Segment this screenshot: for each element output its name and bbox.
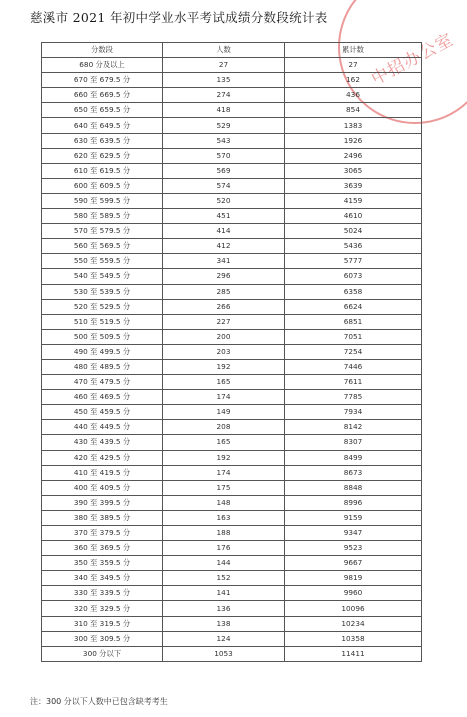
table-row [42,541,422,556]
cell-score-range: 630 至 639.5 分 [42,133,163,148]
cell-score-range: 340 至 349.5 分 [42,571,163,586]
table-row [42,103,422,118]
cell-count: 543 [163,133,285,148]
cell-cumulative: 3065 [285,163,422,178]
table-row [42,254,422,269]
table-row [42,405,422,420]
cell-cumulative: 27 [285,58,422,73]
cell-score-range: 460 至 469.5 分 [42,390,163,405]
cell-score-range: 410 至 419.5 分 [42,465,163,480]
table-row [42,495,422,510]
cell-count: 149 [163,405,285,420]
cell-cumulative: 8848 [285,480,422,495]
table-row [42,556,422,571]
cell-cumulative: 9523 [285,541,422,556]
table-row [42,224,422,239]
cell-count: 165 [163,375,285,390]
cell-cumulative: 5777 [285,254,422,269]
document-title: 慈溪市 2021 年初中学业水平考试成绩分数段统计表 [30,10,328,25]
cell-cumulative: 9819 [285,571,422,586]
cell-cumulative: 5436 [285,239,422,254]
table-row [42,480,422,495]
cell-count: 174 [163,465,285,480]
cell-cumulative: 4610 [285,209,422,224]
cell-count: 175 [163,480,285,495]
cell-score-range: 550 至 559.5 分 [42,254,163,269]
cell-cumulative: 8673 [285,465,422,480]
cell-score-range: 450 至 459.5 分 [42,405,163,420]
table-header-row [42,43,422,58]
cell-score-range: 300 分以下 [42,646,163,661]
cell-score-range: 390 至 399.5 分 [42,495,163,510]
cell-cumulative: 4159 [285,193,422,208]
cell-cumulative: 7254 [285,344,422,359]
cell-score-range: 510 至 519.5 分 [42,314,163,329]
table-row [42,193,422,208]
table-row [42,420,422,435]
cell-score-range: 400 至 409.5 分 [42,480,163,495]
cell-cumulative: 2496 [285,148,422,163]
cell-score-range: 300 至 309.5 分 [42,631,163,646]
cell-cumulative: 11411 [285,646,422,661]
cell-score-range: 420 至 429.5 分 [42,450,163,465]
cell-score-range: 530 至 539.5 分 [42,284,163,299]
cell-cumulative: 1383 [285,118,422,133]
cell-cumulative: 10096 [285,601,422,616]
cell-score-range: 470 至 479.5 分 [42,375,163,390]
cell-count: 165 [163,435,285,450]
cell-score-range: 350 至 359.5 分 [42,556,163,571]
cell-count: 203 [163,344,285,359]
table-row [42,631,422,646]
cell-cumulative: 1926 [285,133,422,148]
cell-count: 144 [163,556,285,571]
cell-cumulative: 7051 [285,329,422,344]
table-row [42,148,422,163]
cell-score-range: 680 分及以上 [42,58,163,73]
table-row [42,58,422,73]
cell-count: 451 [163,209,285,224]
table-row [42,435,422,450]
table-row [42,314,422,329]
table-row [42,133,422,148]
cell-cumulative: 8996 [285,495,422,510]
table-row [42,359,422,374]
cell-count: 341 [163,254,285,269]
cell-score-range: 310 至 319.5 分 [42,616,163,631]
table-row [42,526,422,541]
cell-count: 148 [163,495,285,510]
table-row [42,329,422,344]
cell-cumulative: 162 [285,73,422,88]
cell-score-range: 320 至 329.5 分 [42,601,163,616]
cell-cumulative: 10234 [285,616,422,631]
cell-count: 296 [163,269,285,284]
cell-count: 138 [163,616,285,631]
cell-score-range: 440 至 449.5 分 [42,420,163,435]
cell-count: 274 [163,88,285,103]
cell-cumulative: 436 [285,88,422,103]
cell-count: 208 [163,420,285,435]
cell-cumulative: 7446 [285,359,422,374]
cell-score-range: 570 至 579.5 分 [42,224,163,239]
cell-score-range: 650 至 659.5 分 [42,103,163,118]
cell-cumulative: 8307 [285,435,422,450]
cell-count: 192 [163,450,285,465]
cell-cumulative: 6851 [285,314,422,329]
cell-score-range: 660 至 669.5 分 [42,88,163,103]
table-row [42,73,422,88]
cell-score-range: 520 至 529.5 分 [42,299,163,314]
cell-count: 569 [163,163,285,178]
table-row [42,586,422,601]
cell-count: 152 [163,571,285,586]
cell-cumulative: 6073 [285,269,422,284]
header-cumulative: 累计数 [285,43,422,58]
footnote: 注：300 分以下人数中已包含缺考考生 [30,697,168,706]
cell-cumulative: 7785 [285,390,422,405]
table-row [42,465,422,480]
cell-score-range: 500 至 509.5 分 [42,329,163,344]
cell-count: 135 [163,73,285,88]
cell-score-range: 580 至 589.5 分 [42,209,163,224]
table-row [42,284,422,299]
cell-count: 529 [163,118,285,133]
cell-cumulative: 10358 [285,631,422,646]
cell-cumulative: 9347 [285,526,422,541]
cell-cumulative: 5024 [285,224,422,239]
cell-count: 27 [163,58,285,73]
cell-cumulative: 7611 [285,375,422,390]
table-row [42,209,422,224]
table-row [42,450,422,465]
cell-cumulative: 3639 [285,178,422,193]
table-row [42,88,422,103]
table-row [42,299,422,314]
table-row [42,571,422,586]
score-distribution-table [41,42,422,662]
cell-count: 574 [163,178,285,193]
table-row [42,163,422,178]
cell-count: 418 [163,103,285,118]
cell-count: 285 [163,284,285,299]
table-row [42,601,422,616]
cell-count: 141 [163,586,285,601]
cell-score-range: 560 至 569.5 分 [42,239,163,254]
cell-score-range: 480 至 489.5 分 [42,359,163,374]
cell-count: 414 [163,224,285,239]
cell-count: 192 [163,359,285,374]
cell-cumulative: 9667 [285,556,422,571]
cell-score-range: 360 至 369.5 分 [42,541,163,556]
table-row [42,375,422,390]
cell-cumulative: 6624 [285,299,422,314]
cell-count: 412 [163,239,285,254]
cell-count: 520 [163,193,285,208]
cell-count: 124 [163,631,285,646]
table-row [42,646,422,661]
cell-count: 176 [163,541,285,556]
table-row [42,178,422,193]
header-score-range: 分数段 [42,43,163,58]
cell-score-range: 380 至 389.5 分 [42,510,163,525]
cell-count: 200 [163,329,285,344]
cell-score-range: 610 至 619.5 分 [42,163,163,178]
table-row [42,344,422,359]
cell-score-range: 670 至 679.5 分 [42,73,163,88]
cell-cumulative: 7934 [285,405,422,420]
table-row [42,269,422,284]
cell-cumulative: 854 [285,103,422,118]
cell-count: 1053 [163,646,285,661]
table-row [42,510,422,525]
cell-cumulative: 6358 [285,284,422,299]
cell-count: 266 [163,299,285,314]
cell-cumulative: 9159 [285,510,422,525]
cell-count: 174 [163,390,285,405]
table-row [42,616,422,631]
cell-score-range: 330 至 339.5 分 [42,586,163,601]
header-count: 人数 [163,43,285,58]
cell-cumulative: 8499 [285,450,422,465]
cell-score-range: 370 至 379.5 分 [42,526,163,541]
table-row [42,390,422,405]
cell-score-range: 620 至 629.5 分 [42,148,163,163]
cell-score-range: 430 至 439.5 分 [42,435,163,450]
seal-text: 中招办公室 [368,29,458,90]
cell-score-range: 600 至 609.5 分 [42,178,163,193]
cell-count: 570 [163,148,285,163]
cell-count: 136 [163,601,285,616]
cell-count: 188 [163,526,285,541]
cell-cumulative: 8142 [285,420,422,435]
table-row [42,239,422,254]
cell-score-range: 540 至 549.5 分 [42,269,163,284]
cell-count: 227 [163,314,285,329]
cell-score-range: 590 至 599.5 分 [42,193,163,208]
cell-cumulative: 9960 [285,586,422,601]
cell-count: 163 [163,510,285,525]
cell-score-range: 640 至 649.5 分 [42,118,163,133]
cell-score-range: 490 至 499.5 分 [42,344,163,359]
table-row [42,118,422,133]
